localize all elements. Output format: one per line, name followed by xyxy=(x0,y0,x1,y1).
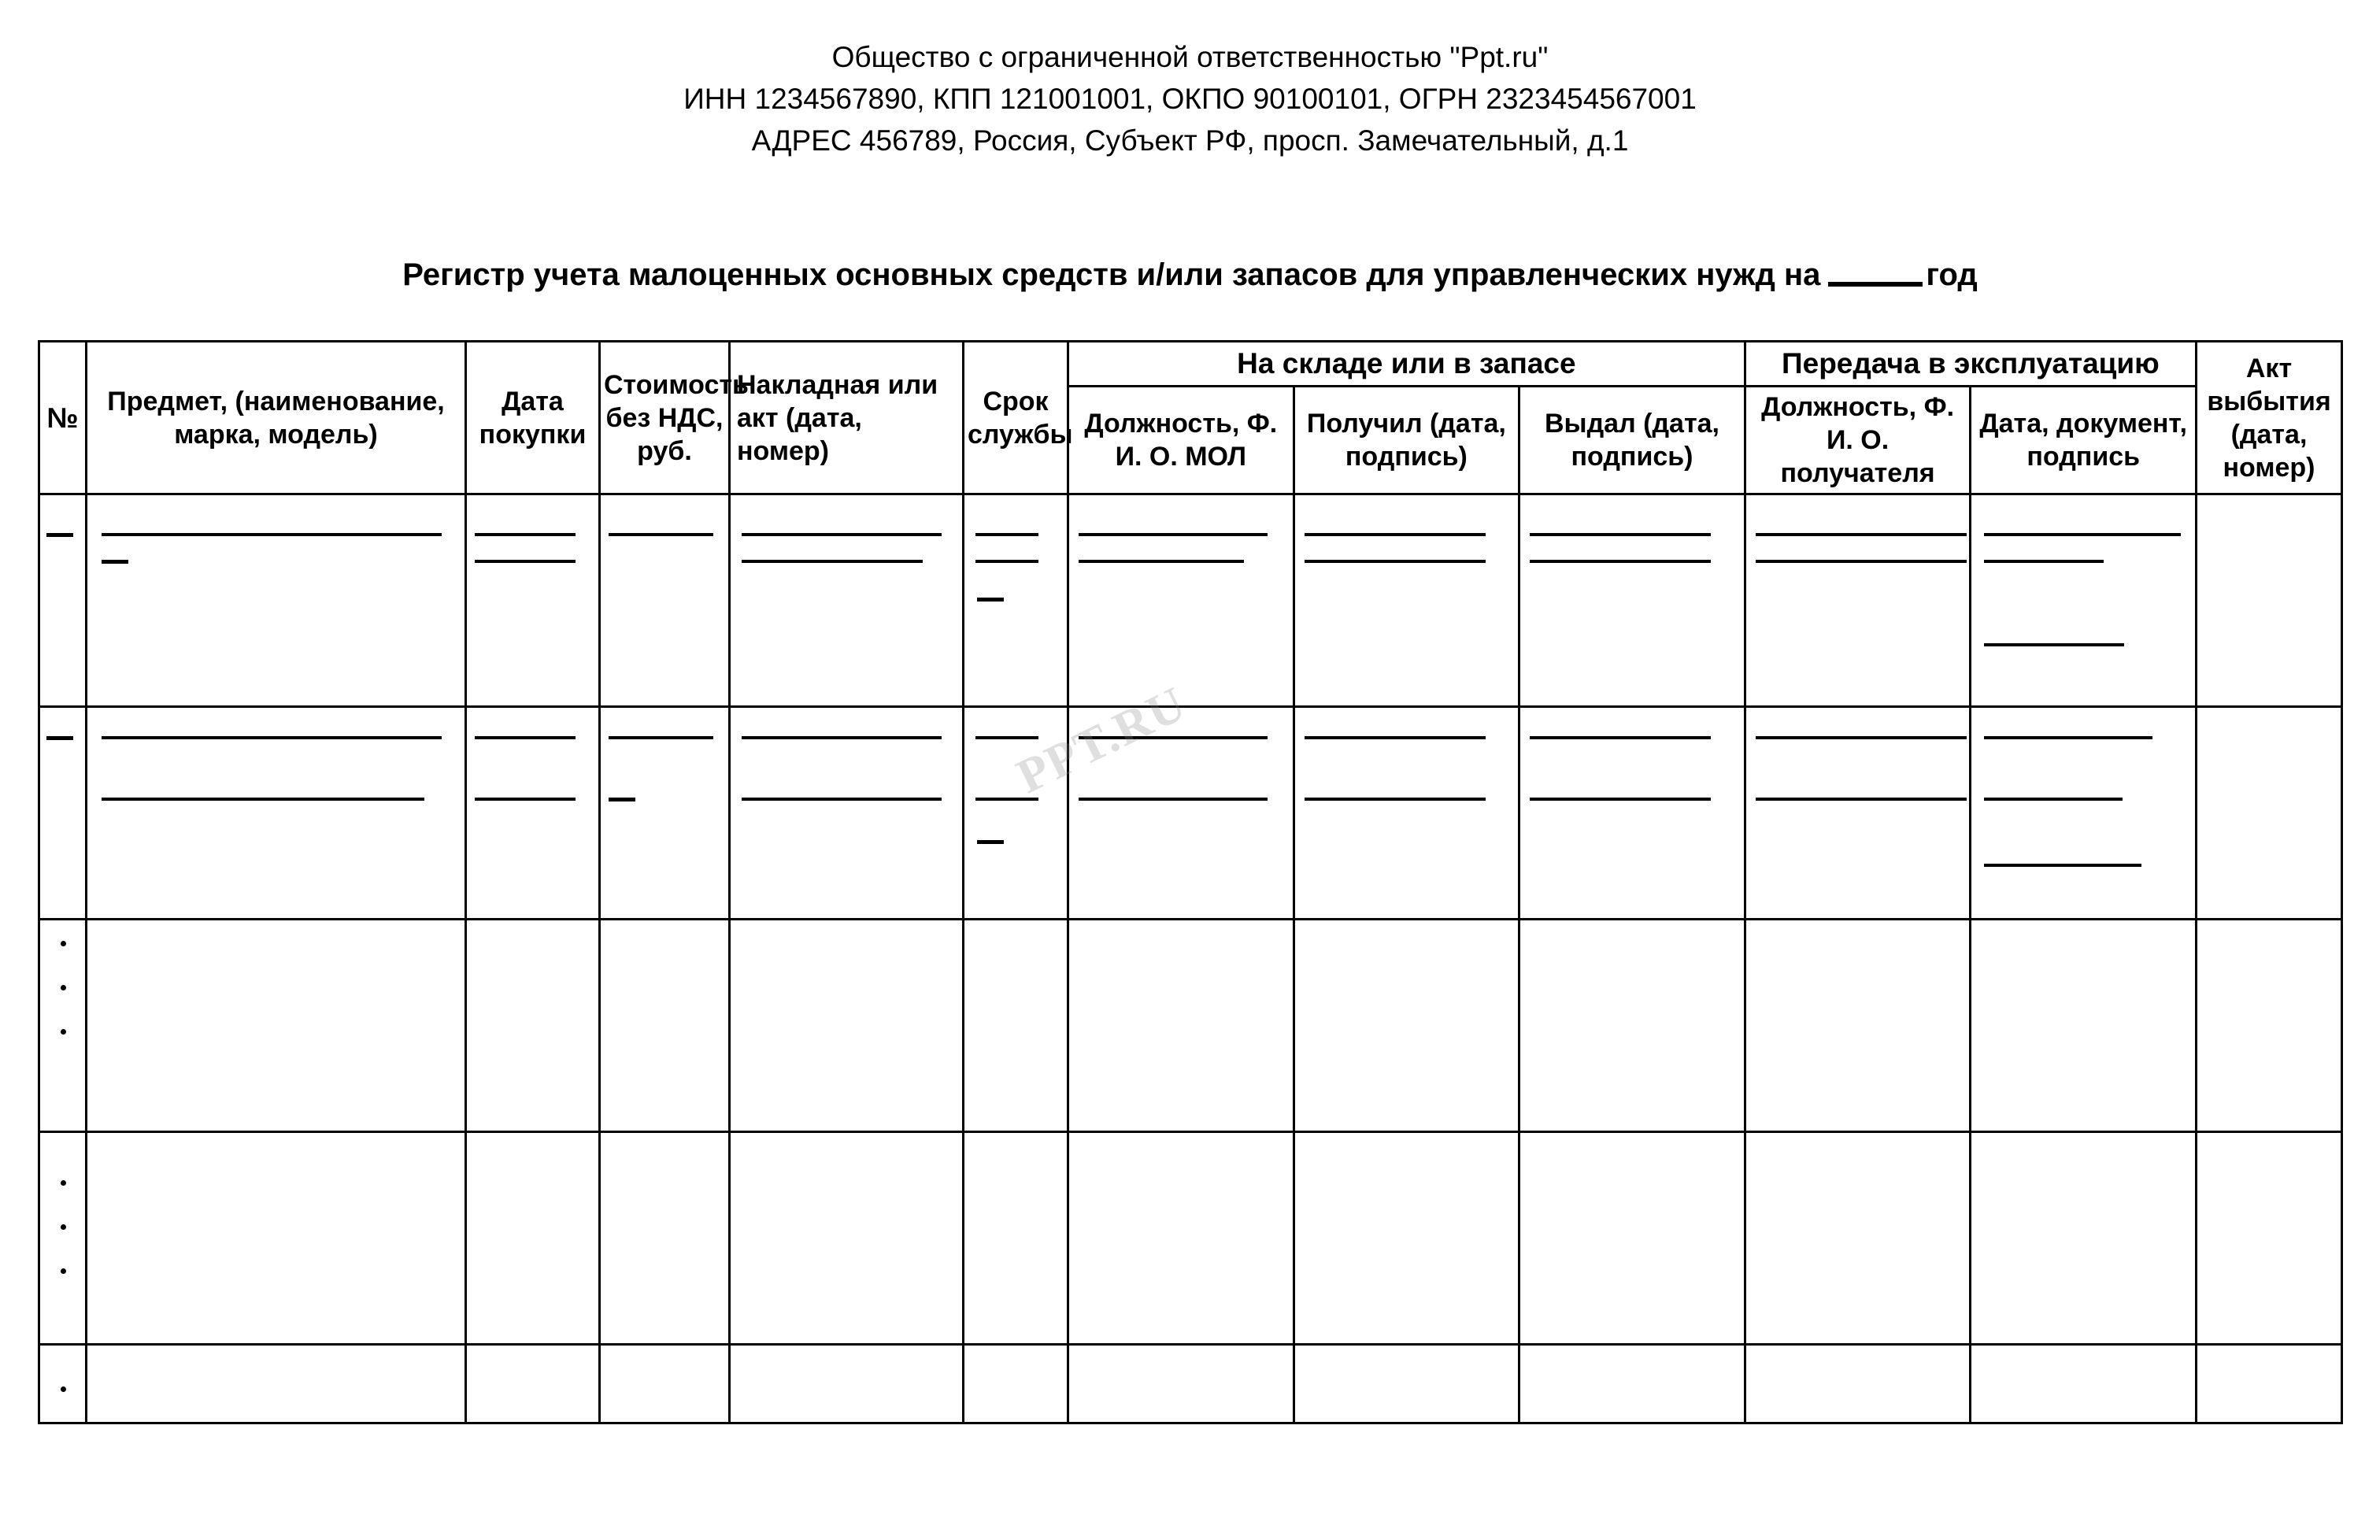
column-header-invoice-or-act: Накладная или акт (дата, номер) xyxy=(730,342,964,494)
cell-received[interactable] xyxy=(1294,707,1519,920)
cell-cost[interactable] xyxy=(600,494,730,707)
fill-rules xyxy=(1295,495,1519,705)
cell-subject[interactable] xyxy=(87,920,466,1132)
column-header-number: № xyxy=(39,342,87,494)
cell-received[interactable] xyxy=(1294,494,1519,707)
fill-rules xyxy=(964,708,1067,918)
cell-date-document[interactable] xyxy=(1971,707,2197,920)
fill-rules xyxy=(1069,495,1293,705)
cell-position-mol[interactable] xyxy=(1068,920,1294,1132)
cell-purchase-date[interactable] xyxy=(466,494,600,707)
cell-position-recipient[interactable] xyxy=(1745,707,1971,920)
fill-rule xyxy=(975,560,1038,563)
fill-rule xyxy=(1530,560,1711,563)
cell-received[interactable] xyxy=(1294,1132,1519,1345)
cell-position-recipient[interactable] xyxy=(1745,1132,1971,1345)
cell-issued[interactable] xyxy=(1519,494,1745,707)
fill-rule xyxy=(975,798,1038,801)
table-row xyxy=(39,1132,2342,1345)
fill-rules xyxy=(731,708,962,918)
cell-position-mol[interactable] xyxy=(1068,1132,1294,1345)
cell-date-document[interactable] xyxy=(1971,920,2197,1132)
company-address: АДРЕС 456789, Россия, Субъект РФ, просп. Замечательный, д.1 xyxy=(751,124,1629,157)
fill-rule xyxy=(102,798,424,801)
cell-received[interactable] xyxy=(1294,1345,1519,1423)
group-header-commissioning: Передача в эксплуатацию xyxy=(1745,342,2196,387)
cell-number[interactable] xyxy=(39,920,87,1132)
ellipsis-dot xyxy=(61,985,66,990)
cell-service-life[interactable] xyxy=(964,494,1068,707)
cell-issued[interactable] xyxy=(1519,707,1745,920)
register-table xyxy=(38,340,2343,1424)
column-header-cost-without-vat: Стоимость без НДС, руб. xyxy=(600,342,730,494)
cell-service-life[interactable] xyxy=(964,920,1068,1132)
fill-rule xyxy=(742,533,942,536)
ellipsis-dot xyxy=(61,1268,66,1274)
cell-number[interactable] xyxy=(39,494,87,707)
dash-mark xyxy=(46,533,73,537)
table-row xyxy=(39,920,2342,1132)
column-header-purchase-date: Дата покупки xyxy=(466,342,600,494)
fill-rule xyxy=(1530,736,1711,739)
fill-rules xyxy=(87,708,465,918)
fill-rules xyxy=(601,495,728,705)
company-registration-codes: ИНН 1234567890, КПП 121001001, ОКПО 90100101, ОГРН 2323454567001 xyxy=(683,83,1697,115)
fill-rules xyxy=(1746,495,1970,705)
fill-rules xyxy=(1520,708,1744,918)
fill-rules xyxy=(731,495,962,705)
fill-rule xyxy=(1305,533,1486,536)
cell-writeoff-act[interactable] xyxy=(2197,1132,2342,1345)
company-name: Общество с ограниченной ответственностью "Ppt.ru" xyxy=(831,41,1549,73)
column-header-position-recipient: Должность, Ф. И. О. получателя xyxy=(1745,387,1971,494)
cell-subject[interactable] xyxy=(87,707,466,920)
cell-issued[interactable] xyxy=(1519,1132,1745,1345)
fill-rule xyxy=(1984,643,2124,646)
ellipsis-dot xyxy=(61,1029,66,1035)
fill-rule xyxy=(1984,736,2152,739)
fill-rule xyxy=(475,798,576,801)
cell-invoice[interactable] xyxy=(730,707,964,920)
cell-purchase-date[interactable] xyxy=(466,707,600,920)
fill-rule xyxy=(742,736,942,739)
vertical-ellipsis-icon xyxy=(40,1346,85,1422)
ellipsis-dot xyxy=(61,941,66,946)
ellipsis-dot xyxy=(61,1224,66,1230)
page-title xyxy=(0,255,2380,294)
fill-rule xyxy=(1079,798,1268,801)
fill-rule xyxy=(1984,864,2141,867)
ellipsis-dot xyxy=(61,1386,66,1392)
cell-writeoff-act[interactable] xyxy=(2197,707,2342,920)
table-row xyxy=(39,1345,2342,1423)
cell-subject[interactable] xyxy=(87,1345,466,1423)
cell-writeoff-act[interactable] xyxy=(2197,1345,2342,1423)
dash-mark xyxy=(977,598,1004,602)
column-header-date-document-signature: Дата, документ, подпись xyxy=(1971,387,2197,494)
fill-rule xyxy=(1079,533,1268,536)
table-header-group-row xyxy=(39,342,2342,387)
dash-mark xyxy=(609,798,635,801)
fill-rule xyxy=(1530,533,1711,536)
cell-number[interactable] xyxy=(39,1345,87,1423)
cell-service-life[interactable] xyxy=(964,707,1068,920)
cell-position-recipient[interactable] xyxy=(1745,920,1971,1132)
column-header-issued: Выдал (дата, подпись) xyxy=(1519,387,1745,494)
watermark: PPT.RU xyxy=(1009,676,1195,804)
dash-mark xyxy=(102,560,128,564)
company-letterhead xyxy=(0,36,2380,161)
cell-position-mol[interactable] xyxy=(1068,1345,1294,1423)
dash-mark xyxy=(977,840,1004,844)
fill-rule xyxy=(1756,533,1967,536)
cell-writeoff-act[interactable] xyxy=(2197,920,2342,1132)
cell-cost[interactable] xyxy=(600,707,730,920)
cell-issued[interactable] xyxy=(1519,920,1745,1132)
cell-purchase-date[interactable] xyxy=(466,1132,600,1345)
cell-issued[interactable] xyxy=(1519,1345,1745,1423)
fill-rule xyxy=(475,533,576,536)
column-header-service-life: Срок службы xyxy=(964,342,1068,494)
column-header-subject: Предмет, (наименование, марка, модель) xyxy=(87,342,466,494)
cell-purchase-date[interactable] xyxy=(466,920,600,1132)
fill-rules xyxy=(1520,495,1744,705)
fill-rule xyxy=(975,736,1038,739)
fill-rule xyxy=(475,736,576,739)
cell-number[interactable] xyxy=(39,707,87,920)
table-row xyxy=(39,494,2342,707)
fill-rules xyxy=(964,495,1067,705)
cell-subject[interactable] xyxy=(87,494,466,707)
fill-rule xyxy=(1079,736,1268,739)
fill-rule xyxy=(102,736,442,739)
fill-rule xyxy=(1984,560,2104,563)
vertical-ellipsis-icon xyxy=(40,1133,85,1343)
fill-rule xyxy=(102,533,442,536)
year-blank-field[interactable] xyxy=(1828,261,1923,287)
fill-rule xyxy=(609,533,713,536)
cell-cost[interactable] xyxy=(600,920,730,1132)
fill-rule xyxy=(1984,798,2123,801)
column-header-position-mol: Должность, Ф. И. О. МОЛ xyxy=(1068,387,1294,494)
fill-rule xyxy=(1305,736,1486,739)
fill-rule xyxy=(1984,533,2181,536)
fill-rules xyxy=(1295,708,1519,918)
cell-service-life[interactable] xyxy=(964,1132,1068,1345)
cell-cost[interactable] xyxy=(600,1132,730,1345)
dash-mark xyxy=(46,736,73,740)
cell-position-mol[interactable] xyxy=(1068,707,1294,920)
cell-position-mol[interactable] xyxy=(1068,494,1294,707)
cell-cost[interactable] xyxy=(600,1345,730,1423)
number-mark-layer xyxy=(40,495,85,705)
fill-rules xyxy=(1069,708,1293,918)
cell-date-document[interactable] xyxy=(1971,494,2197,707)
fill-rules xyxy=(601,708,728,918)
fill-rule xyxy=(1079,560,1244,563)
cell-number[interactable] xyxy=(39,1132,87,1345)
cell-date-document[interactable] xyxy=(1971,1132,2197,1345)
number-mark-layer xyxy=(40,708,85,918)
fill-rules xyxy=(1971,708,2195,918)
cell-invoice[interactable] xyxy=(730,920,964,1132)
cell-date-document[interactable] xyxy=(1971,1345,2197,1423)
fill-rules xyxy=(467,708,598,918)
table-row xyxy=(39,707,2342,920)
fill-rule xyxy=(1756,736,1967,739)
column-header-received: Получил (дата, подпись) xyxy=(1294,387,1519,494)
page-title-text: Регистр учета малоценных основных средств и/или запасов для управленческих нужд на xyxy=(402,257,1821,292)
fill-rules xyxy=(1971,495,2195,705)
fill-rule xyxy=(1756,560,1967,563)
fill-rules xyxy=(467,495,598,705)
fill-rule xyxy=(1756,798,1967,801)
cell-position-recipient[interactable] xyxy=(1745,494,1971,707)
fill-rule xyxy=(1530,798,1711,801)
cell-invoice[interactable] xyxy=(730,1132,964,1345)
cell-service-life[interactable] xyxy=(964,1345,1068,1423)
cell-position-recipient[interactable] xyxy=(1745,1345,1971,1423)
cell-purchase-date[interactable] xyxy=(466,1345,600,1423)
fill-rule xyxy=(742,798,942,801)
page-title-year-suffix: год xyxy=(1926,257,1978,292)
cell-subject[interactable] xyxy=(87,1132,466,1345)
fill-rule xyxy=(975,533,1038,536)
cell-invoice[interactable] xyxy=(730,1345,964,1423)
table-body xyxy=(39,494,2342,1423)
fill-rule xyxy=(742,560,923,563)
fill-rule xyxy=(609,736,713,739)
fill-rule xyxy=(475,560,576,563)
group-header-in-storage: На складе или в запасе xyxy=(1068,342,1745,387)
fill-rules xyxy=(87,495,465,705)
cell-invoice[interactable] xyxy=(730,494,964,707)
cell-writeoff-act[interactable] xyxy=(2197,494,2342,707)
column-header-writeoff-act: Акт выбытия (дата, номер) xyxy=(2197,342,2342,494)
fill-rules xyxy=(1746,708,1970,918)
table-header xyxy=(39,342,2342,494)
fill-rule xyxy=(1305,798,1486,801)
vertical-ellipsis-icon xyxy=(40,920,85,1131)
fill-rule xyxy=(1305,560,1486,563)
ellipsis-dot xyxy=(61,1180,66,1186)
cell-received[interactable] xyxy=(1294,920,1519,1132)
